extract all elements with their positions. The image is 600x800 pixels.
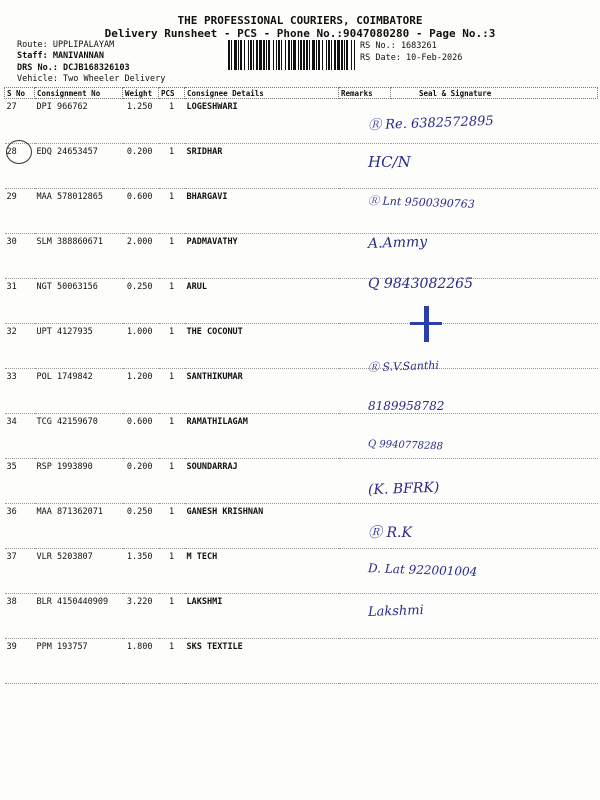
row-pcs: 1 (159, 144, 185, 189)
barcode-bar (259, 40, 262, 70)
barcode-bar (298, 40, 299, 70)
barcode-bar (276, 40, 277, 70)
barcode-bar (341, 40, 343, 70)
table-row (5, 324, 598, 369)
handwritten-signature: Q 9940778288 (367, 438, 444, 453)
barcode-bar (346, 40, 348, 70)
table-row (5, 639, 598, 684)
row-consignment: RSP 1993890 (35, 459, 123, 504)
barcode-bar (354, 40, 355, 70)
barcode-bar (326, 40, 327, 70)
handwritten-signature: Ⓡ Lnt 9500390763 (367, 194, 475, 211)
row-sno: 32 (5, 324, 35, 369)
row-weight: 0.600 (123, 414, 159, 459)
row-sno: 34 (5, 414, 35, 459)
row-sno: 35 (5, 459, 35, 504)
col-signature: Seal & Signature (391, 88, 598, 99)
barcode-bar (291, 40, 292, 70)
barcode-bar (344, 40, 345, 70)
row-sno: 28 (5, 144, 35, 189)
row-weight: 0.600 (123, 189, 159, 234)
row-signature-cell (391, 414, 598, 459)
col-sno: S No (5, 88, 35, 99)
row-weight: 0.250 (123, 279, 159, 324)
barcode-bar (288, 40, 290, 70)
barcode-bar (337, 40, 340, 70)
handwritten-signature: Q 9843082265 (368, 276, 473, 292)
barcode-bar (250, 40, 252, 70)
staff-label: Staff: MANIVANNAN (17, 51, 104, 61)
handwritten-signature: Ⓡ Re. 6382572895 (367, 113, 494, 134)
rs-number: RS No.: 1683261 (360, 41, 437, 51)
row-remarks (339, 414, 391, 459)
barcode-image (228, 40, 356, 70)
row-signature-cell (391, 504, 598, 549)
barcode-bar (316, 40, 317, 70)
row-pcs: 1 (159, 99, 185, 144)
row-sno: 31 (5, 279, 35, 324)
rs-date: RS Date: 10-Feb-2026 (360, 53, 463, 63)
table-row (5, 99, 598, 144)
row-consignment: UPT 4127935 (35, 324, 123, 369)
barcode-bar (263, 40, 265, 70)
barcode-bar (268, 40, 270, 70)
handwritten-signature: D. Lat 922001004 (367, 561, 478, 579)
handwritten-signature: A.Ammy (367, 233, 428, 253)
row-sno: 30 (5, 234, 35, 279)
drs-label: DRS No.: DCJB168326103 (17, 63, 130, 73)
row-remarks (339, 639, 391, 684)
barcode-bar (293, 40, 296, 70)
row-pcs: 1 (159, 639, 185, 684)
barcode-bar (238, 40, 239, 70)
row-weight: 1.350 (123, 549, 159, 594)
barcode-bar (278, 40, 280, 70)
row-consignment: MAA 871362071 (35, 504, 123, 549)
row-weight: 0.250 (123, 504, 159, 549)
barcode-bar (228, 40, 230, 70)
col-consignee: Consignee Details (185, 88, 339, 99)
barcode-bar (244, 40, 245, 70)
barcode-bar (351, 40, 352, 70)
table-row (5, 234, 598, 279)
table-row (5, 144, 598, 189)
row-consignee: SRIDHAR (185, 144, 339, 189)
barcode-bar (322, 40, 323, 70)
row-consignee: THE COCONUT (185, 324, 339, 369)
row-sno: 33 (5, 369, 35, 414)
row-consignee: M TECH (185, 549, 339, 594)
row-signature-cell (391, 144, 598, 189)
row-consignee: RAMATHILAGAM (185, 414, 339, 459)
runsheet-table (4, 87, 598, 684)
barcode-bar (306, 40, 308, 70)
handwritten-signature: Ⓡ R.K (368, 525, 412, 541)
row-consignee: BHARGAVI (185, 189, 339, 234)
row-consignee: ARUL (185, 279, 339, 324)
row-consignment: BLR 4150440909 (35, 594, 123, 639)
handwritten-signature: HC/N (368, 153, 411, 171)
handwritten-signature: (K. BFRK) (367, 479, 440, 499)
barcode-bar (285, 40, 286, 70)
row-sno: 36 (5, 504, 35, 549)
barcode-bar (281, 40, 282, 70)
barcode-bar (331, 40, 332, 70)
row-signature-cell (391, 639, 598, 684)
row-sno: 27 (5, 99, 35, 144)
row-consignment: TCG 42159670 (35, 414, 123, 459)
row-consignee: LOGESHWARI (185, 99, 339, 144)
row-weight: 3.220 (123, 594, 159, 639)
row-consignee: GANESH KRISHNAN (185, 504, 339, 549)
row-pcs: 1 (159, 594, 185, 639)
row-weight: 0.200 (123, 144, 159, 189)
row-consignee: LAKSHMI (185, 594, 339, 639)
col-weight: Weight (123, 88, 159, 99)
barcode-bar (253, 40, 254, 70)
row-pcs: 1 (159, 549, 185, 594)
barcode-bar (231, 40, 232, 70)
row-sno: 39 (5, 639, 35, 684)
table-row (5, 279, 598, 324)
barcode-bar (248, 40, 249, 70)
row-pcs: 1 (159, 504, 185, 549)
table-header-row (5, 88, 598, 99)
barcode-bar (300, 40, 302, 70)
table-row (5, 549, 598, 594)
row-weight: 2.000 (123, 234, 159, 279)
table-row (5, 189, 598, 234)
row-pcs: 1 (159, 189, 185, 234)
barcode-bar (273, 40, 274, 70)
table-row (5, 594, 598, 639)
row-consignee: SOUNDARRAJ (185, 459, 339, 504)
vehicle-label: Vehicle: Two Wheeler Delivery (17, 74, 166, 84)
ink-mark (410, 322, 442, 325)
pen-circle-mark (6, 140, 32, 164)
row-consignment: NGT 50063156 (35, 279, 123, 324)
row-pcs: 1 (159, 414, 185, 459)
row-weight: 1.800 (123, 639, 159, 684)
barcode-bar (309, 40, 310, 70)
row-pcs: 1 (159, 234, 185, 279)
row-sno: 38 (5, 594, 35, 639)
handwritten-signature: 8189958782 (368, 399, 445, 413)
row-sno: 29 (5, 189, 35, 234)
barcode-bar (328, 40, 330, 70)
col-consignment: Consignment No (35, 88, 123, 99)
barcode-bar (256, 40, 258, 70)
row-weight: 1.000 (123, 324, 159, 369)
barcode-bar (318, 40, 320, 70)
row-pcs: 1 (159, 279, 185, 324)
table-row (5, 459, 598, 504)
row-pcs: 1 (159, 369, 185, 414)
row-consignment: POL 1749842 (35, 369, 123, 414)
table-row (5, 504, 598, 549)
row-consignment: SLM 388860671 (35, 234, 123, 279)
row-weight: 1.250 (123, 99, 159, 144)
row-consignee: PADMAVATHY (185, 234, 339, 279)
barcode-bar (240, 40, 242, 70)
row-consignment: VLR 5203807 (35, 549, 123, 594)
barcode-bar (334, 40, 336, 70)
runsheet-subtitle: Delivery Runsheet - PCS - Phone No.:9047080280 - Page No.:3 (104, 27, 496, 40)
row-weight: 1.200 (123, 369, 159, 414)
row-weight: 0.200 (123, 459, 159, 504)
handwritten-signature: Ⓡ S.V.Santhi (367, 358, 440, 375)
row-consignment: MAA 578012865 (35, 189, 123, 234)
barcode-bar (234, 40, 237, 70)
table-row (5, 369, 598, 414)
barcode-bar (266, 40, 267, 70)
company-title: THE PROFESSIONAL COURIERS, COIMBATORE (177, 14, 423, 27)
row-consignment: EDQ 24653457 (35, 144, 123, 189)
route-label: Route: UPPLIPALAYAM (17, 40, 115, 50)
table-row (5, 414, 598, 459)
row-consignment: DPI 966762 (35, 99, 123, 144)
col-remarks: Remarks (339, 88, 391, 99)
row-pcs: 1 (159, 459, 185, 504)
row-consignee: SANTHIKUMAR (185, 369, 339, 414)
col-pcs: PCS (159, 88, 185, 99)
row-consignee: SKS TEXTILE (185, 639, 339, 684)
row-consignment: PPM 193757 (35, 639, 123, 684)
barcode-bar (312, 40, 315, 70)
barcode-bar (303, 40, 305, 70)
row-sno: 37 (5, 549, 35, 594)
row-pcs: 1 (159, 324, 185, 369)
handwritten-signature: Lakshmi (367, 603, 425, 620)
